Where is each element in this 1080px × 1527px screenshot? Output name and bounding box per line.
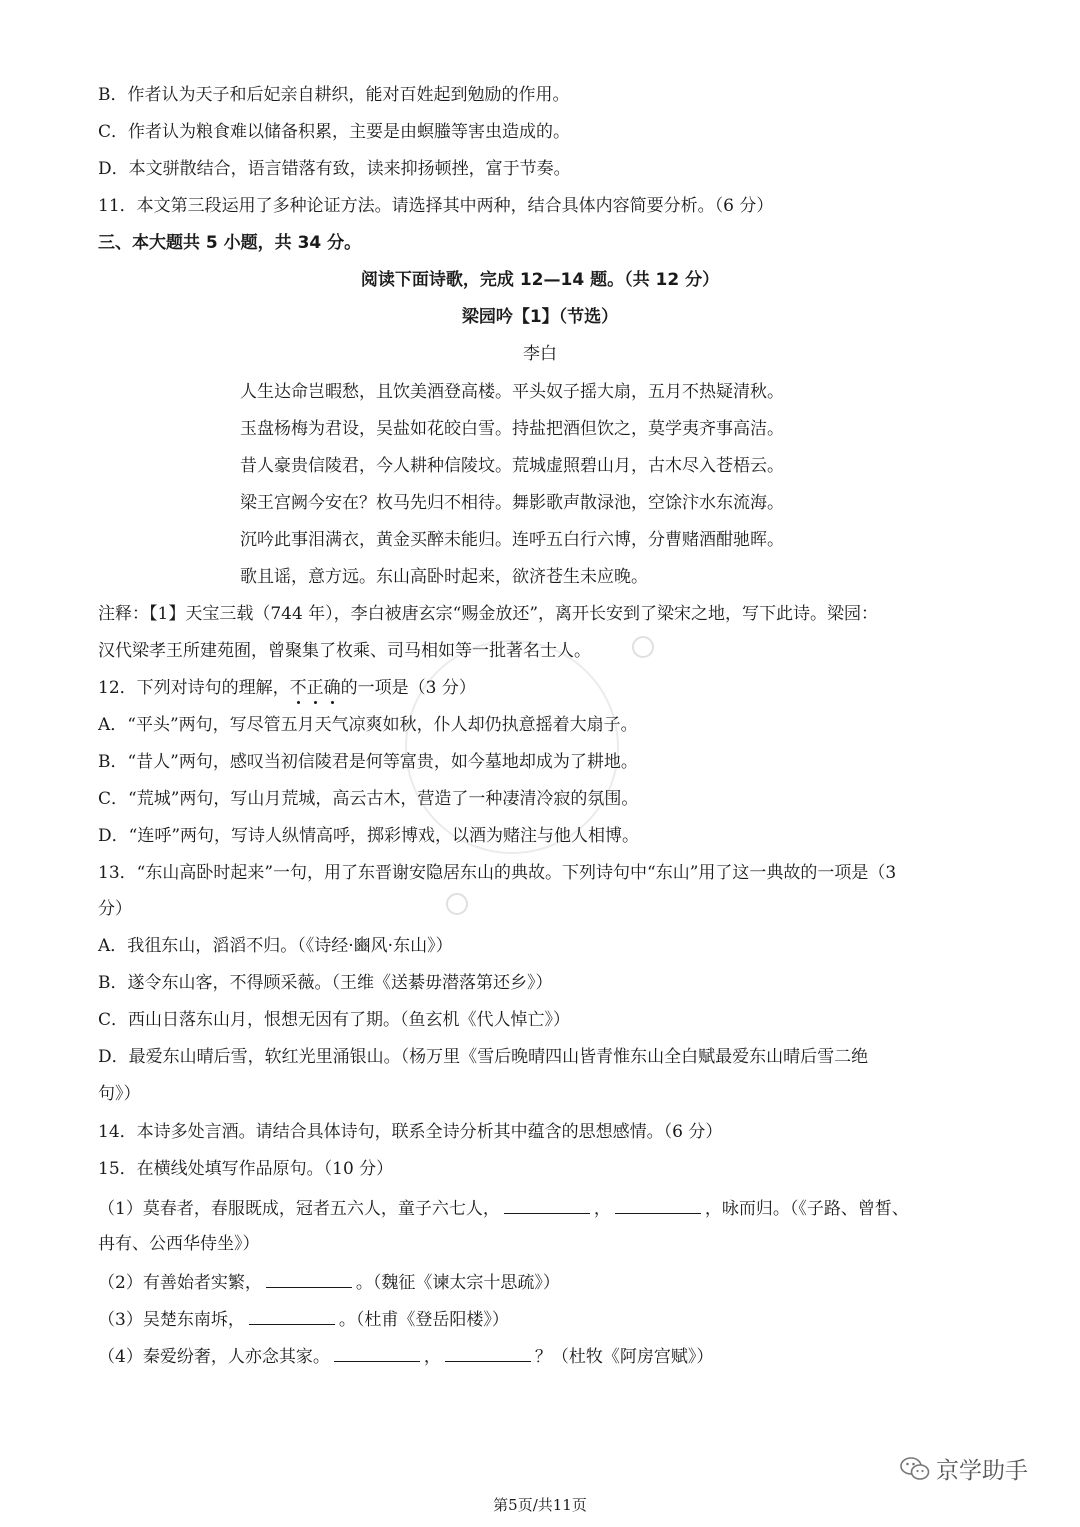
- brand-name: 京学助手: [936, 1458, 1028, 1484]
- poem-line: 梁王宫阙今安在？枚马先归不相待。舞影歌声散渌池，空馀汴水东流海。: [240, 493, 784, 513]
- option-a-q13: A．我徂东山，滔滔不归。（《诗经·豳风·东山》）: [98, 936, 453, 956]
- text: 。（魏征《谏太宗十思疏》）: [355, 1273, 560, 1293]
- text: ，: [593, 1199, 611, 1219]
- text: ，: [423, 1347, 441, 1367]
- annotation-line-2: 汉代梁孝王所建苑囿，曾聚集了枚乘、司马相如等一批著名士人。: [98, 641, 591, 661]
- question-15-part-4: [98, 1343, 713, 1369]
- text: ，咏而归。（《子路、曾皙、: [704, 1199, 909, 1219]
- option-a-q12: A．“平头”两句，写尽管五月天气凉爽如秋，仆人却仍执意摇着大扇子。: [98, 715, 638, 735]
- question-15-part-1: [98, 1195, 909, 1221]
- question-12-stem: [98, 676, 476, 700]
- answer-blank[interactable]: [615, 1195, 701, 1214]
- answer-blank[interactable]: [266, 1269, 352, 1288]
- option-c-q10: C．作者认为粮食难以储备积累，主要是由螟螣等害虫造成的。: [98, 122, 571, 142]
- question-15-part-2: [98, 1269, 560, 1295]
- answer-blank[interactable]: [445, 1343, 531, 1362]
- watermark-seal: [405, 640, 619, 854]
- question-12-prefix: 12．下列对诗句的理解，: [98, 678, 290, 698]
- brand-watermark: [900, 1452, 1028, 1485]
- poem-line: 沉吟此事泪满衣，黄金买醉未能归。连呼五白行六博，分曹赌酒酣驰晖。: [240, 530, 784, 550]
- question-12-suffix: 的一项是（3 分）: [340, 678, 476, 698]
- option-b-q12: B．“昔人”两句，感叹当初信陵君是何等富贵，如今墓地却成为了耕地。: [98, 752, 638, 772]
- text: （1）莫春者，春服既成，冠者五六人，童子六七人，: [98, 1199, 500, 1219]
- question-11: 11．本文第三段运用了多种论证方法。请选择其中两种，结合具体内容简要分析。（6 分）: [98, 196, 774, 216]
- question-15-stem: 15．在横线处填写作品原句。（10 分）: [98, 1159, 394, 1179]
- text: （4）秦爱纷奢，人亦念其家。: [98, 1347, 330, 1367]
- wechat-icon: [900, 1456, 930, 1482]
- poem-line: 歌且谣，意方远。东山高卧时起来，欲济苍生未应晚。: [240, 567, 648, 587]
- text: （2）有善始者实繁，: [98, 1273, 262, 1293]
- answer-blank[interactable]: [504, 1195, 590, 1214]
- poem-author: 李白: [523, 344, 557, 364]
- poem-line: 昔人豪贵信陵君，今人耕种信陵坟。荒城虚照碧山月，古木尽入苍梧云。: [240, 456, 784, 476]
- reading-instruction: 阅读下面诗歌，完成 12—14 题。（共 12 分）: [360, 270, 720, 290]
- question-13-stem: 13．“东山高卧时起来”一句，用了东晋谢安隐居东山的典故。下列诗句中“东山”用了这一典故的一项是（3: [98, 863, 897, 883]
- option-c-q12: C．“荒城”两句，写山月荒城，高云古木，营造了一种凄清冷寂的氛围。: [98, 789, 639, 809]
- option-d-q13-cont: 句》）: [98, 1084, 141, 1104]
- watermark-dot: [446, 893, 468, 915]
- emphasis-char: 正: [306, 678, 324, 698]
- poem-title: 梁园吟【1】（节选）: [461, 307, 619, 327]
- option-c-q13: C．西山日落东山月，恨想无因有了期。（鱼玄机《代人悼亡》）: [98, 1010, 571, 1030]
- section-3-heading: 三、本大题共 5 小题，共 34 分。: [98, 233, 362, 253]
- question-15-part-3: [98, 1306, 509, 1332]
- poem-line: 人生达命岂暇愁，且饮美酒登高楼。平头奴子摇大扇，五月不热疑清秋。: [240, 382, 784, 402]
- question-14: 14．本诗多处言酒。请结合具体诗句，联系全诗分析其中蕴含的思想感情。（6 分）: [98, 1122, 723, 1142]
- text: （3）吴楚东南坼，: [98, 1310, 245, 1330]
- poem-line: 玉盘杨梅为君设，吴盐如花皎白雪。持盐把酒但饮之，莫学夷齐事高洁。: [240, 419, 784, 439]
- emphasis-char: 确: [323, 678, 341, 698]
- question-13-stem-cont: 分）: [98, 899, 132, 919]
- option-d-q12: D．“连呼”两句，写诗人纵情高呼，掷彩博戏，以酒为赌注与他人相博。: [98, 826, 640, 846]
- page-number: 第5页/共11页: [493, 1496, 587, 1514]
- question-15-part-1-cont: 冉有、公西华侍坐》）: [98, 1234, 260, 1254]
- annotation-line-1: 注释：【1】天宝三载（744 年），李白被唐玄宗“赐金放还”，离开长安到了梁宋之地，写下此诗。梁园：: [98, 604, 879, 624]
- option-d-q13: D．最爱东山晴后雪，软红光里涌银山。（杨万里《雪后晚晴四山皆青惟东山全白赋最爱东山晴后雪二绝: [98, 1047, 869, 1067]
- answer-blank[interactable]: [334, 1343, 420, 1362]
- answer-blank[interactable]: [249, 1306, 335, 1325]
- text: 。（杜甫《登岳阳楼》）: [338, 1310, 509, 1330]
- option-b-q10: B．作者认为天子和后妃亲自耕织，能对百姓起到勉励的作用。: [98, 85, 570, 105]
- watermark-dot: [632, 636, 654, 658]
- emphasis-char: 不: [289, 678, 307, 698]
- text: ？（杜牧《阿房宫赋》）: [534, 1347, 714, 1367]
- option-d-q10: D．本文骈散结合，语言错落有致，读来抑扬顿挫，富于节奏。: [98, 159, 571, 179]
- option-b-q13: B．遂令东山客，不得顾采薇。（王维《送綦毋潜落第还乡》）: [98, 973, 553, 993]
